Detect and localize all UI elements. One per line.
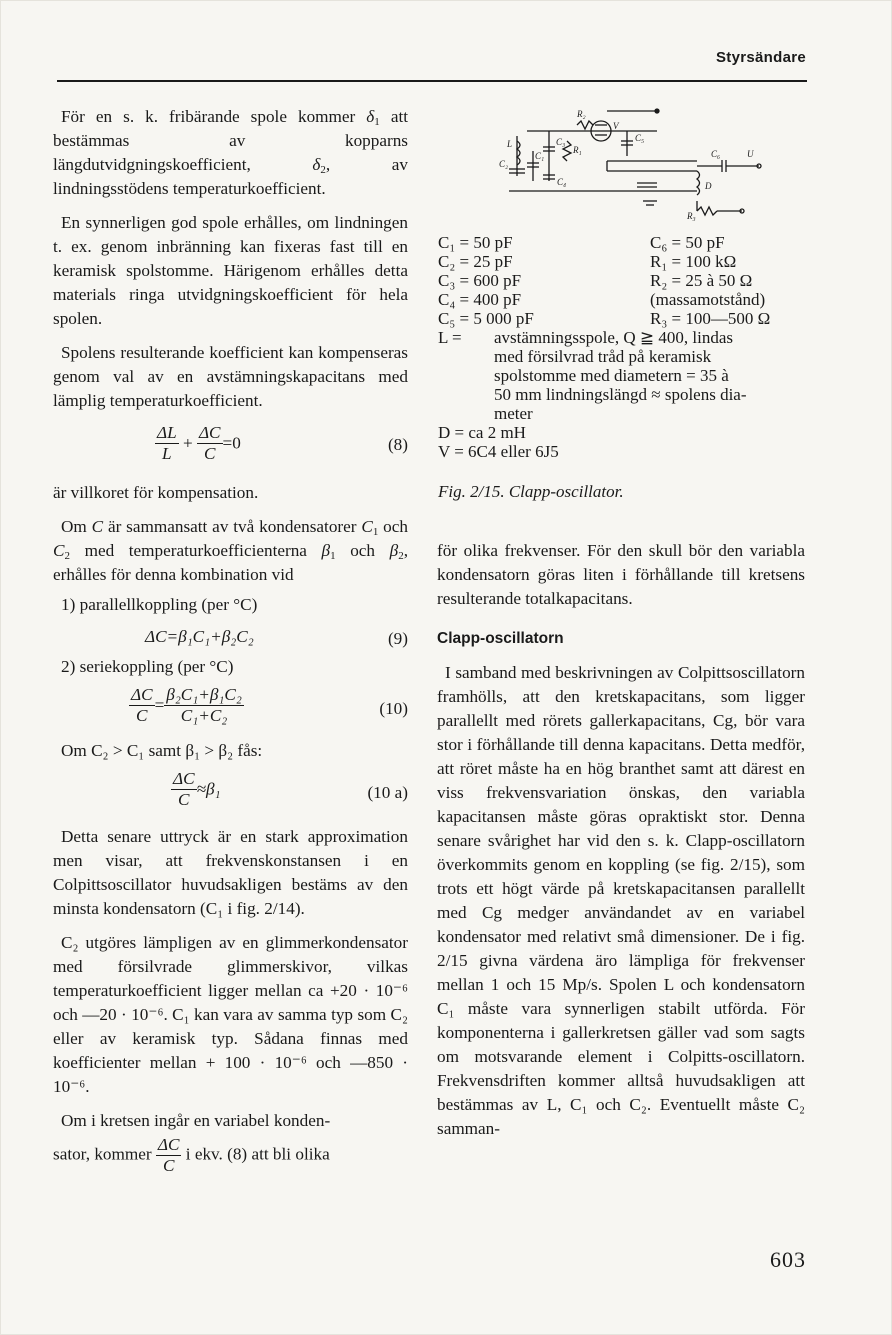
item-parallellkoppling: 1) parallellkoppling (per °C) — [61, 595, 258, 614]
clapp-oscillator-schematic — [497, 101, 787, 231]
svg-text:R₃: R₃ — [687, 211, 696, 221]
paragraph-villkor-c2: Om C₂ > C₁ samt β₁ > β₂ fås: — [61, 741, 263, 760]
svg-text:C₆: C₆ — [711, 149, 721, 159]
paragraph-villkor: är villkoret för kompensation. — [53, 483, 259, 502]
svg-text:D: D — [705, 181, 712, 191]
left-column — [53, 105, 408, 1176]
paragraph-sammansatt: Om C är sammansatt av två kondensatorer $C_1$ och $C_2$ med temperaturkoefficienterna $\beta_1$ och $\beta_2$, erhålles för denna kombination vid — [53, 517, 408, 584]
equation-9: ΔC=β₁C₁+β₂C₂ (9) — [145, 627, 408, 648]
right-column — [437, 539, 805, 1141]
equation-10: $\frac{\Delta C}{C}$ = $\frac{\text{β₂C₁+β₁C₂}}{\text{C₁+C₂}}$ (10) — [131, 685, 408, 725]
paragraph-variabel-kondensator: Om i kretsen ingår en variabel konden- — [61, 1111, 331, 1130]
component-values: C₁ = 50 pF C₆ = 50 pF C₂ = 25 pF R₁ = 100 kΩ C₃ = 600 pF R₂ = 25 à 50 Ω C₄ = 400 pF (massamotstånd) C₅ = 5 000 pF R₃ = 100—500 Ω L = avstämningsspole, Q ≧ 400, lindas med försilvrad tråd på keramisk spolstomme med diametern = 35 à 50 mm lindningslängd ≈ spolens dia- meter D = ca 2 mH V = 6C4 eller 6J5 — [438, 233, 810, 461]
svg-text:U: U — [747, 149, 754, 159]
coil-description: L = avstämningsspole, Q ≧ 400, lindas med försilvrad tråd på keramisk spolstomme med diametern = 35 à 50 mm lindningslängd ≈ spolens dia- meter — [438, 328, 747, 423]
svg-text:R₁: R₁ — [573, 145, 582, 155]
paragraph-glimmerkondensator: C₂ utgöres lämpligen av en glimmerkondensator med försilvrade glimmerskivor, vilkas temperaturkoefficient ligger mellan ca +20 · 10⁻⁶ och —20 · 10⁻⁶. C₁ kan vara av samma typ som C₂ eller av keramisk typ. Sådana finnas med koefficienter mellan + 100 · 10⁻⁶ och —850 · 10⁻⁶. — [53, 933, 408, 1096]
item-seriekoppling: 2) seriekoppling (per °C) — [61, 657, 234, 676]
equation-number: (8) — [387, 435, 408, 454]
equation-8: $\frac{\Delta L}{L}$ + $\frac{\Delta C}{C}$ =0 (8) — [157, 423, 408, 463]
svg-text:C₁: C₁ — [535, 151, 545, 161]
paragraph-kompensering: Spolens resulterande koefficient kan kompenseras genom val av en avstämningskapacitans med lämplig temperaturkoefficient. — [53, 343, 408, 410]
svg-text:C₃: C₃ — [556, 137, 566, 147]
figure-caption: Fig. 2/15. Clapp-oscillator. — [438, 482, 624, 501]
running-head: Styrsändare — [715, 49, 806, 66]
header-rule — [57, 80, 807, 82]
svg-text:C₅: C₅ — [635, 133, 645, 143]
paragraph-approximation: Detta senare uttryck är en stark approximation men visar, att frekvenskonstansen i en Colpittsoscillator huvudsakligen bestäms av den minsta kondensatorn (C₁ i fig. 2/14). — [53, 827, 408, 918]
svg-text:V: V — [613, 121, 619, 131]
paragraph-clapp: I samband med beskrivningen av Colpittsoscillatorn framhölls, att den kretskapacitans, som ligger parallellt med rörets gallerkapacitans, Cg, bör vara stor i förhållande till denna kapacitans. Detta medför, att röret måste ha en hög branthet samt att därest en viss frekvensvariation önskas, den variabla kapacitansen måste göras opraktiskt stor. Denna senare svårighet har vid den s. k. Clapp-oscillatorn överkommits genom en koppling (se fig. 2/15), som trots ett högt värde på kretskapacitansen parallellt med Cg medger användandet av en variabel kondensator med relativt små dimensioner. De i fig. 2/15 givna värdena äro lämpliga för frekvenser mellan 1 och 15 Mp/s. Spolen L och kondensatorn C₁ måste vara synnerligen stabilt utförda. För komponenterna i gallerkretsen gäller vad som sagts om motsvarande element i Colpitts-oscillatorn. Frekvensdriften kommer alltså huvudsakligen att bestämmas av L, C₁ och C₂. Eventuellt måste C₂ samman- — [437, 663, 805, 1138]
svg-text:C₂: C₂ — [499, 159, 509, 169]
svg-text:R₂: R₂ — [577, 109, 586, 119]
label-L: L — [507, 139, 513, 149]
paragraph-olika-frekvenser: för olika frekvenser. För den skull bör den variabla kondensatorn göras liten i förhållande till kretsens resulterande totalkapacitans. — [437, 541, 805, 608]
paragraph-keramisk-spolstomme: En synnerligen god spole erhålles, om lindningen t. ex. genom inbränning kan fixeras fast till en keramisk spolstomme. Härigenom erhålles detta materials ringa utvidgningskoefficient för hela spolen. — [53, 213, 408, 328]
svg-text:C₄: C₄ — [557, 177, 567, 187]
section-title: Clapp-oscillatorn — [437, 630, 564, 647]
paragraph-spole-koefficient: För en s. k. fribärande spole kommer $\delta_1$ att bestämmas av kopparns längdutvidgningskoefficient, $\delta_2$, av lindningsstödens temperaturkoefficient. — [53, 107, 408, 198]
equation-10a: $\frac{\Delta C}{C}$ ≈β₁ (10 a) — [173, 769, 408, 809]
page-number: 603 — [770, 1247, 806, 1272]
paragraph-variabel-kondensator-cont: sator, kommer $\frac{\Delta C}{C}$ i ekv. (8) att bli olika — [53, 1135, 330, 1175]
